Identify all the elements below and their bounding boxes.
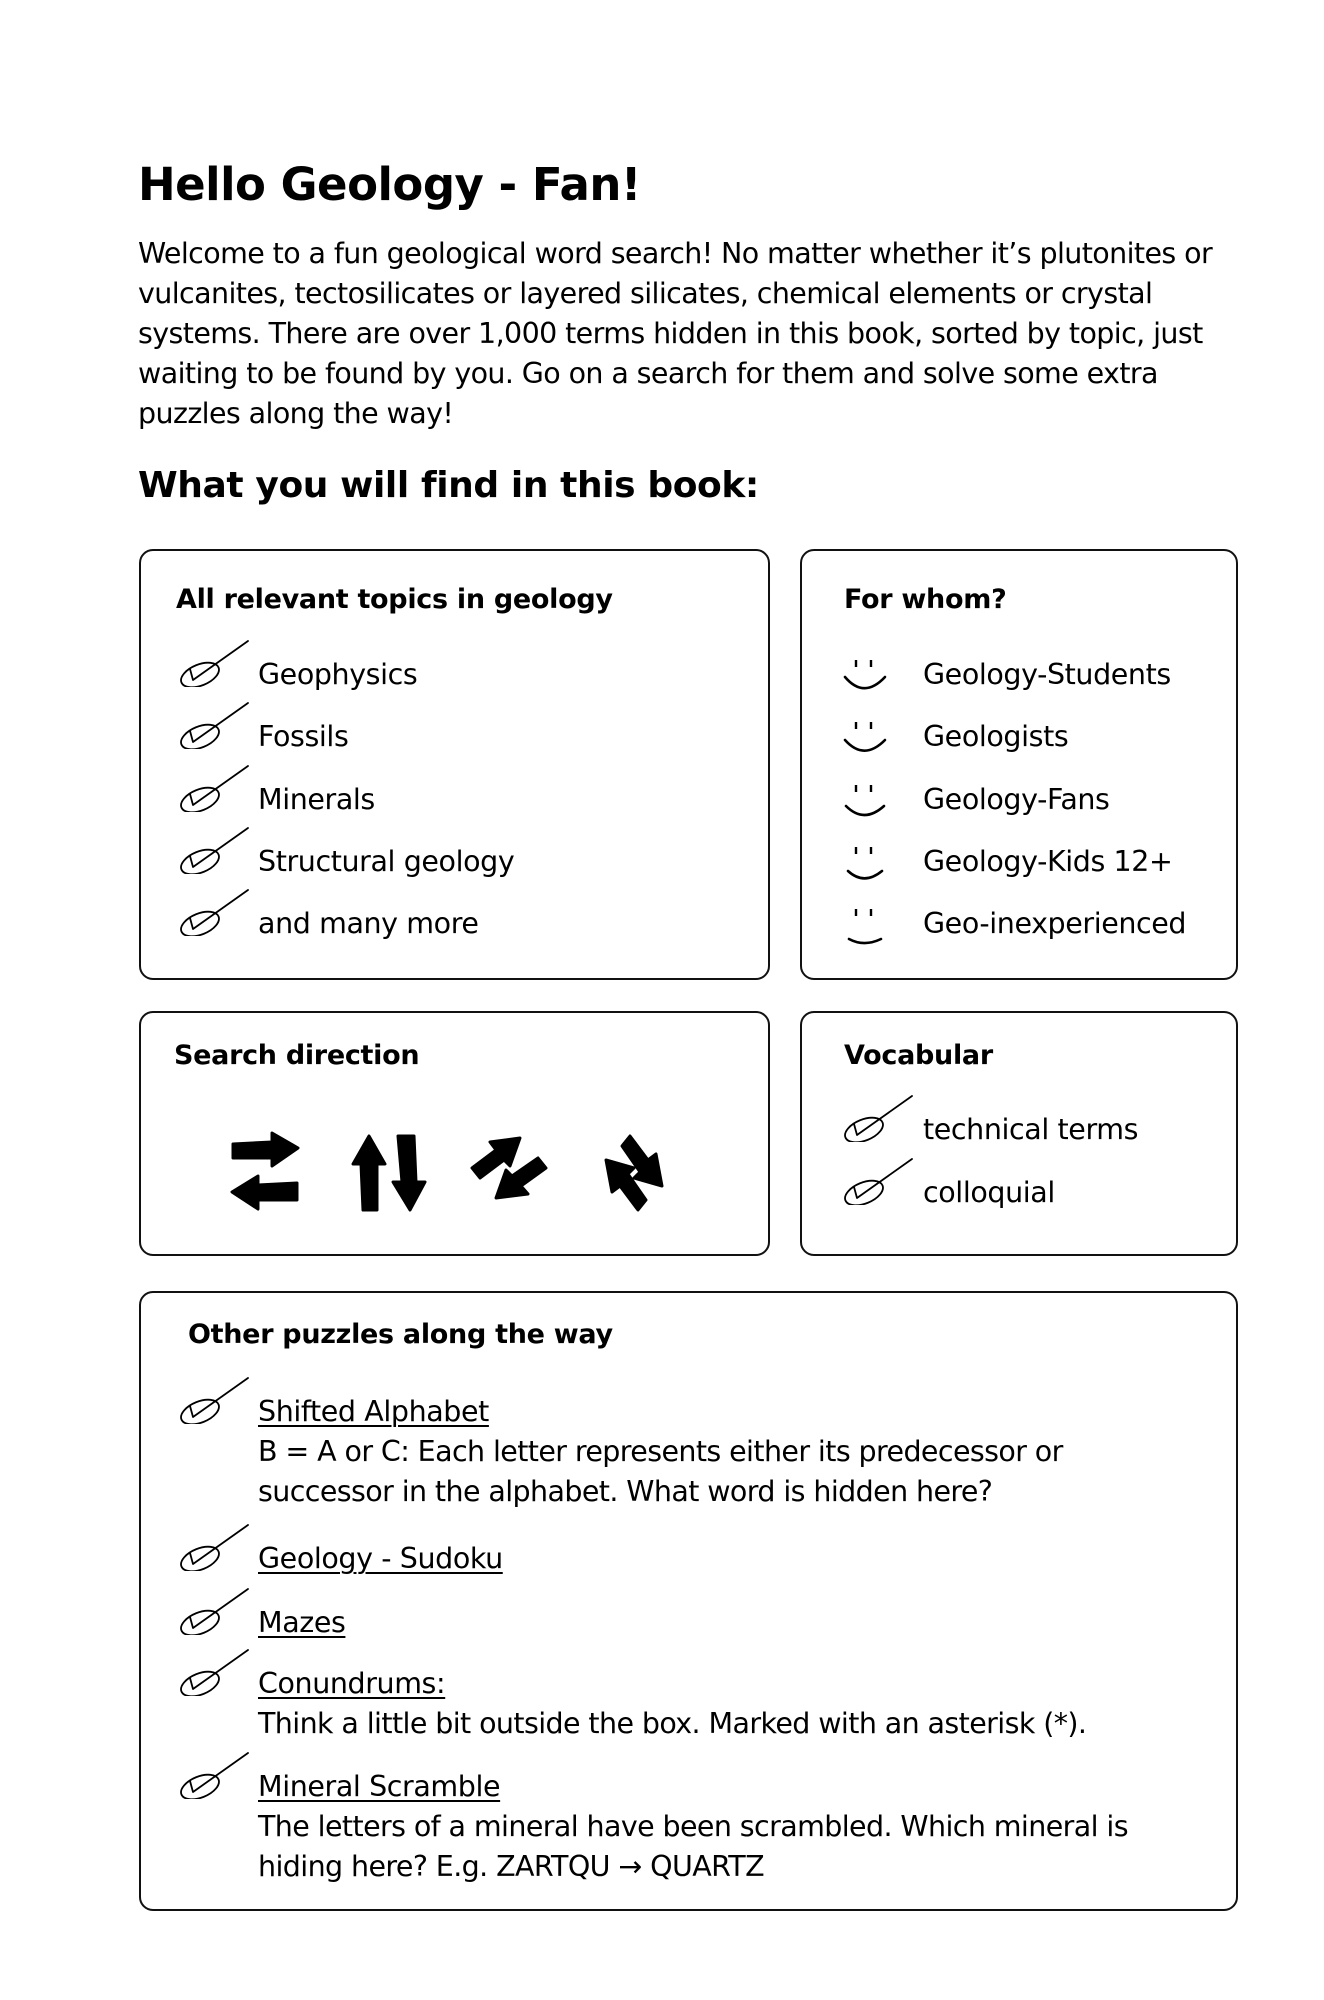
checkmark-circle-icon [178,639,250,687]
topic-label: Fossils [258,720,349,754]
checkmark-circle-icon [178,1648,250,1696]
smiley-icon [843,782,893,822]
page-title: Hello Geology - Fan! [138,158,641,211]
smiley-icon [843,844,893,884]
search-direction-title: Search direction [174,1040,420,1071]
horizontal-arrows-icon [228,1130,302,1214]
section-heading: What you will find in this book: [138,465,759,506]
checkmark-circle-icon [178,1751,250,1799]
intro-line: Welcome to a fun geological word search! No matter whether it’s plutonites or [138,237,1213,270]
intro-line: vulcanites, tectosilicates or layered silicates, chemical elements or crystal [138,277,1153,310]
puzzle-description: B = A or C: Each letter represents either its predecessor or [258,1435,1063,1468]
intro-line: systems. There are over 1,000 terms hidden in this book, sorted by topic, just [138,317,1203,350]
smiley-icon [843,719,893,759]
topics-title: All relevant topics in geology [176,584,613,615]
checkmark-circle-icon [842,1157,914,1205]
audience-label: Geologists [923,720,1069,754]
puzzle-name: Mazes [258,1606,346,1639]
vocabular-title: Vocabular [844,1040,993,1071]
topic-label: Structural geology [258,844,515,878]
smiley-icon [843,906,893,946]
puzzle-description: successor in the alphabet. What word is hidden here? [258,1475,993,1508]
smiley-icon [843,657,893,697]
intro-line: puzzles along the way! [138,397,454,430]
puzzles-title: Other puzzles along the way [188,1319,613,1350]
checkmark-circle-icon [178,826,250,874]
diagonal-up-right-arrows-icon [466,1130,552,1214]
puzzle-description: The letters of a mineral have been scrambled. Which mineral is [258,1810,1128,1843]
checkmark-circle-icon [842,1094,914,1142]
checkmark-circle-icon [178,1587,250,1635]
checkmark-circle-icon [178,764,250,812]
checkmark-circle-icon [178,1376,250,1424]
checkmark-circle-icon [178,888,250,936]
audience-label: Geology-Fans [923,782,1110,816]
intro-paragraph [138,234,1248,434]
audience-title: For whom? [844,584,1007,615]
puzzle-name: Shifted Alphabet [258,1395,489,1428]
vocabular-label: colloquial [923,1176,1055,1209]
puzzle-description: hiding here? E.g. ZARTQU → QUARTZ [258,1850,764,1883]
puzzle-name: Mineral Scramble [258,1770,501,1803]
checkmark-circle-icon [178,1523,250,1571]
checkmark-circle-icon [178,701,250,749]
audience-label: Geo-inexperienced [923,907,1187,941]
vocabular-label: technical terms [923,1113,1139,1146]
puzzle-description: Think a little bit outside the box. Marked with an asterisk (*). [258,1707,1087,1740]
diagonal-up-left-arrows-icon [588,1128,670,1218]
topic-label: Geophysics [258,658,418,691]
topic-label: and many more [258,907,479,941]
audience-label: Geology-Kids 12+ [923,844,1173,878]
intro-line: waiting to be found by you. Go on a search for them and solve some extra [138,357,1158,390]
topic-label: Minerals [258,782,375,816]
vertical-arrows-icon [349,1130,429,1214]
puzzle-name: Geology - Sudoku [258,1542,503,1575]
audience-label: Geology-Students [923,658,1171,691]
puzzle-name: Conundrums: [258,1667,446,1700]
